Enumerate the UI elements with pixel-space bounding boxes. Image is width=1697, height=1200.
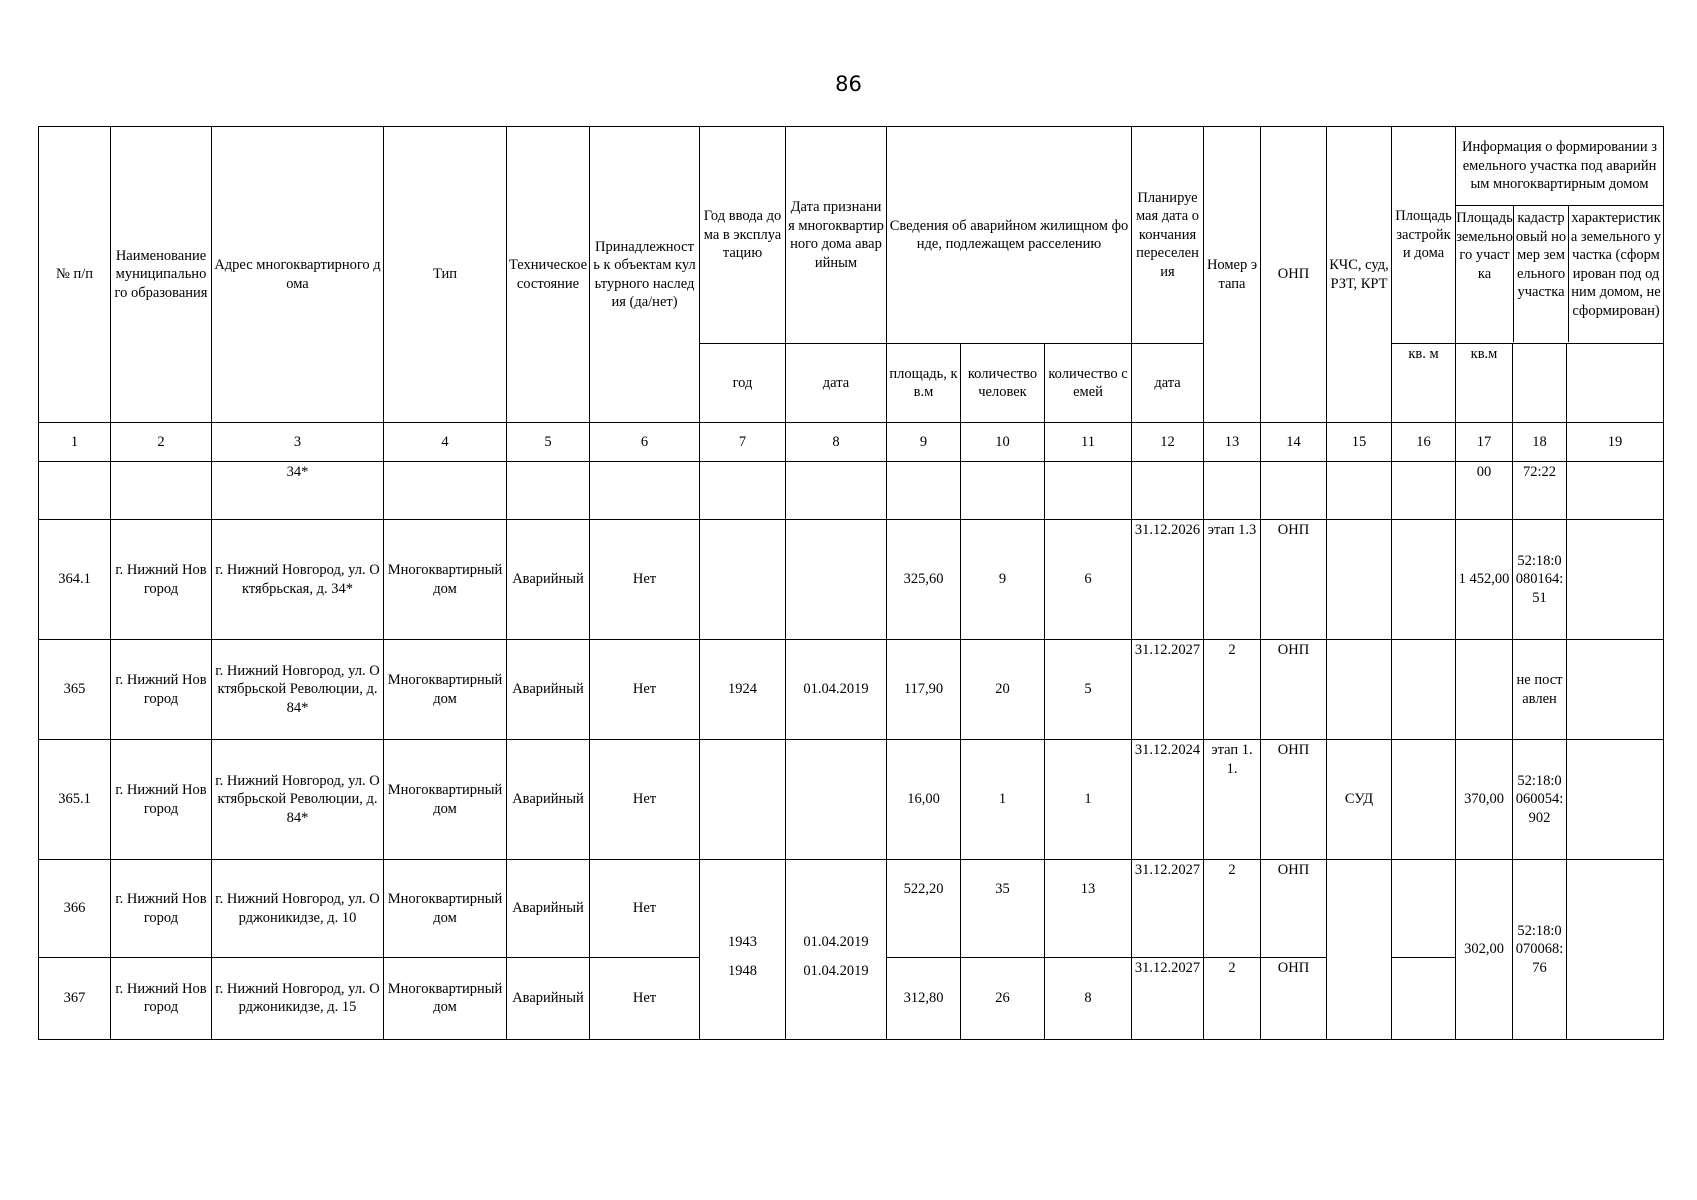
cell-kchs [1327,860,1392,1040]
cell-land-area: 370,00 [1456,740,1513,860]
cell-people: 20 [961,640,1045,740]
cell-heritage: Нет [590,640,700,740]
header-land-char: характеристика земельного участка (сформирован под одним домом, не сформирован) [1570,210,1662,319]
cell-plan-date: 31.12.2026 [1132,520,1204,640]
cell-cadastral: не поставлен [1513,640,1567,740]
header-kchs: КЧС, суд, РЗТ, КРТ [1327,127,1392,423]
header-land-info-title: Информация о формировании земельного участка под аварийным многоквартирным домом [1456,127,1663,206]
cell-families: 5 [1045,640,1132,740]
header-tech-state: Техническое состояние [507,127,590,423]
cell-stage: 2 [1204,958,1261,1040]
cell-num: 366 [39,860,111,958]
cell-cadastral-merged: 52:18:0070068:76 [1513,860,1567,1040]
cell-heritage: Нет [590,740,700,860]
cell-plan-date: 31.12.2027 [1132,860,1204,958]
page-number: 86 [835,72,862,96]
header-cadastral: кадастровый номер земельного участка [1514,206,1569,342]
cell-num: 365.1 [39,740,111,860]
cell-date: 01.04.2019 [786,860,887,958]
cell-families: 1 [1045,740,1132,860]
cell-land-char [1567,640,1664,740]
header-type: Тип [384,127,507,423]
cell-empty [507,462,590,520]
cell-people: 9 [961,520,1045,640]
table-row [39,860,1664,958]
table-row [39,640,1664,740]
header-sub-families: количество семей [1045,344,1132,423]
cell-empty [590,462,700,520]
cell-kchs [1327,640,1392,740]
cell-land-area: 00 [1456,462,1513,520]
header-land-area: Площадь земельного участка [1456,206,1514,342]
cell-land-area: 1 452,00 [1456,520,1513,640]
table-row [39,740,1664,860]
cell-onp: ОНП [1261,520,1327,640]
cell-people: 35 [961,860,1045,958]
cell-area: 312,80 [887,958,961,1040]
cell-year [700,740,786,860]
header-stage: Номер этапа [1204,127,1261,423]
cell-land-char [1567,740,1664,860]
cell-land-area-merged: 302,00 [1456,860,1513,1040]
cell-date: 01.04.2019 [786,640,887,740]
cell-year: 1943 [700,860,786,958]
header-plan-date: Планируемая дата окончания переселения [1132,127,1204,344]
cell-state: Аварийный [507,740,590,860]
column-number: 17 [1456,423,1513,462]
header-sub-year: год [700,344,786,423]
column-number: 7 [700,423,786,462]
cell-heritage: Нет [590,860,700,958]
cell-state: Аварийный [507,958,590,1040]
cell-municipality: г. Нижний Новгород [111,860,212,958]
header-build-area: Площадь застройки дома [1392,127,1456,344]
cell-empty [1045,462,1132,520]
cell-empty [786,462,887,520]
cell-land-char [1567,520,1664,640]
cell-date: 01.04.2019 [786,958,887,1040]
cell-empty [1261,462,1327,520]
header-address: Адрес многоквартирного дома [212,127,384,423]
cell-families: 6 [1045,520,1132,640]
cell-empty [1567,462,1664,520]
cell-onp: ОНП [1261,640,1327,740]
header-land-info [1456,127,1664,344]
cell-date [786,740,887,860]
cell-type: Многоквартирный дом [384,860,507,958]
cell-address: г. Нижний Новгород, ул. Орджоникидзе, д. 15 [212,958,384,1040]
cell-year [700,520,786,640]
column-number: 11 [1045,423,1132,462]
cell-stage: этап 1.1. [1204,740,1261,860]
column-number: 10 [961,423,1045,462]
cell-year: 1924 [700,640,786,740]
cell-address: г. Нижний Новгород, ул. Октябрьская, д. 34* [212,520,384,640]
cell-cadastral: 72:22 [1513,462,1567,520]
cell-kchs: СУД [1327,740,1392,860]
cell-state: Аварийный [507,640,590,740]
cell-municipality: г. Нижний Новгород [111,740,212,860]
cell-cadastral: 52:18:0060054:902 [1513,740,1567,860]
column-number: 4 [384,423,507,462]
header-sub-build-area: кв. м [1392,344,1456,423]
header-municipality: Наименование муниципального образования [111,127,212,423]
cell-build-area [1392,958,1456,1040]
column-number: 9 [887,423,961,462]
cell-municipality: г. Нижний Новгород [111,640,212,740]
cell-people: 26 [961,958,1045,1040]
cell-empty [384,462,507,520]
column-number: 15 [1327,423,1392,462]
header-year: Год ввода дома в эксплуатацию [700,127,786,344]
cell-kchs [1327,520,1392,640]
cell-type: Многоквартирный дом [384,740,507,860]
header-sub-date: дата [786,344,887,423]
cell-year: 1948 [700,958,786,1040]
header-emergency-date: Дата признания многоквартирного дома аварийным [786,127,887,344]
cell-build-area [1392,740,1456,860]
cell-municipality: г. Нижний Новгород [111,520,212,640]
column-number: 2 [111,423,212,462]
cell-empty [700,462,786,520]
cell-empty [1392,462,1456,520]
cell-onp: ОНП [1261,958,1327,1040]
column-number: 18 [1513,423,1567,462]
cell-empty [111,462,212,520]
cell-empty [1132,462,1204,520]
column-number: 12 [1132,423,1204,462]
cell-land-area [1456,640,1513,740]
column-number: 1 [39,423,111,462]
cell-num: 365 [39,640,111,740]
header-sub-area: площадь, кв.м [887,344,961,423]
emergency-housing-table [38,126,1664,1040]
cell-heritage: Нет [590,958,700,1040]
header-sub-cadastral [1513,344,1567,423]
cell-area: 16,00 [887,740,961,860]
header-num: № п/п [39,127,111,423]
header-heritage: Принадлежность к объектам культурного наследия (да/нет) [590,127,700,423]
column-number: 13 [1204,423,1261,462]
column-number: 16 [1392,423,1456,462]
cell-num: 367 [39,958,111,1040]
cell-plan-date: 31.12.2027 [1132,958,1204,1040]
cell-area: 117,90 [887,640,961,740]
cell-empty [961,462,1045,520]
cell-cadastral: 52:18:0080164:51 [1513,520,1567,640]
column-number: 3 [212,423,384,462]
cell-address: 34* [212,462,384,520]
cell-stage: этап 1.3 [1204,520,1261,640]
cell-empty [887,462,961,520]
cell-families: 8 [1045,958,1132,1040]
cell-onp: ОНП [1261,740,1327,860]
cell-address: г. Нижний Новгород, ул. Октябрьской Революции, д. 84* [212,640,384,740]
cell-municipality: г. Нижний Новгород [111,958,212,1040]
table-row [39,958,1664,1040]
header-sub-land-char [1567,344,1664,423]
cell-people: 1 [961,740,1045,860]
column-number: 5 [507,423,590,462]
cell-stage: 2 [1204,640,1261,740]
column-number: 8 [786,423,887,462]
table-row-continuation [39,462,1664,520]
cell-build-area [1392,640,1456,740]
cell-type: Многоквартирный дом [384,640,507,740]
cell-onp: ОНП [1261,860,1327,958]
cell-empty [39,462,111,520]
cell-plan-date: 31.12.2024 [1132,740,1204,860]
cell-state: Аварийный [507,520,590,640]
header-onp: ОНП [1261,127,1327,423]
cell-date [786,520,887,640]
header-sub-people: количество человек [961,344,1045,423]
cell-stage: 2 [1204,860,1261,958]
header-housing-info: Сведения об аварийном жилищном фонде, подлежащем расселению [887,127,1132,344]
column-number-row [39,423,1664,462]
header-row-top [39,127,1664,344]
cell-address: г. Нижний Новгород, ул. Октябрьской Революции, д. 84* [212,740,384,860]
cell-empty [1327,462,1392,520]
cell-build-area [1392,520,1456,640]
cell-plan-date: 31.12.2027 [1132,640,1204,740]
cell-state: Аварийный [507,860,590,958]
column-number: 6 [590,423,700,462]
column-number: 14 [1261,423,1327,462]
cell-address: г. Нижний Новгород, ул. Орджоникидзе, д. 10 [212,860,384,958]
cell-land-char-merged [1567,860,1664,1040]
cell-type: Многоквартирный дом [384,520,507,640]
header-sub-plan-date: дата [1132,344,1204,423]
column-number: 19 [1567,423,1664,462]
cell-num: 364.1 [39,520,111,640]
cell-build-area [1392,860,1456,958]
cell-families: 13 [1045,860,1132,958]
cell-empty [1204,462,1261,520]
cell-type: Многоквартирный дом [384,958,507,1040]
table-row [39,520,1664,640]
header-sub-land-area: кв.м [1456,344,1513,423]
cell-area: 522,20 [887,860,961,958]
cell-area: 325,60 [887,520,961,640]
cell-heritage: Нет [590,520,700,640]
